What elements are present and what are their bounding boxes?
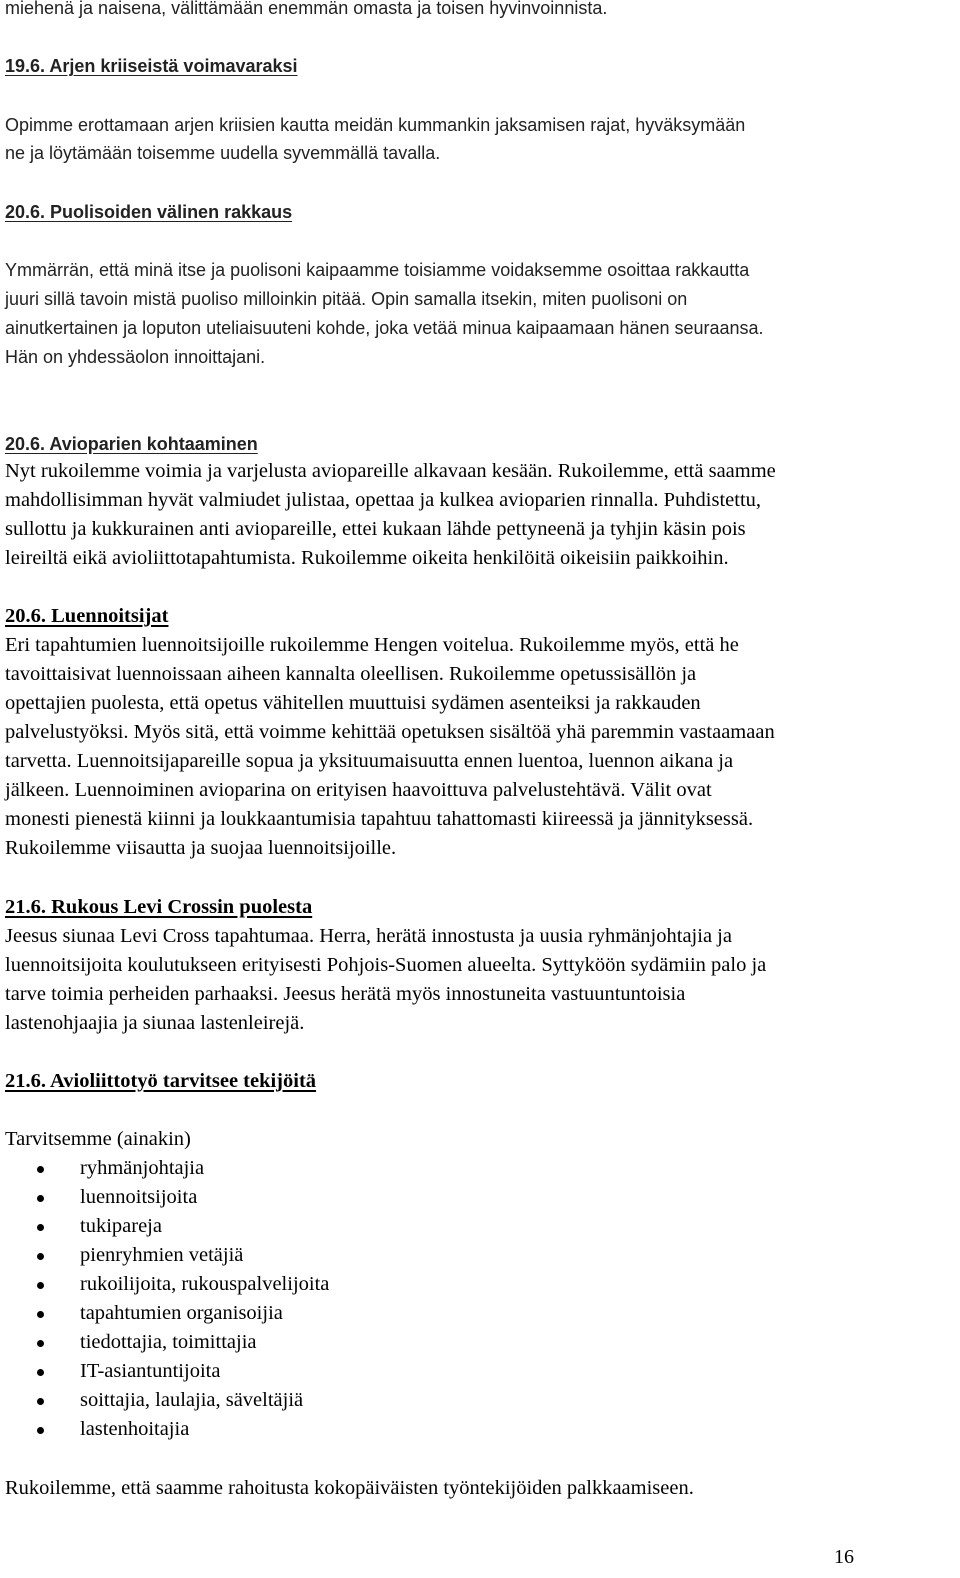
paragraph-line: palvelustyöksi. Myös sitä, että voimme kehittää opetuksen sisältöä yhä paremmin vastaamaan xyxy=(5,721,775,743)
list-item: tapahtumien organisoijia xyxy=(80,1302,283,1324)
list-item: rukoilijoita, rukouspalvelijoita xyxy=(80,1273,330,1295)
closing-paragraph: Rukoilemme, että saamme rahoitusta kokopäiväisten työntekijöiden palkkaamiseen. xyxy=(5,1477,694,1499)
bullet-icon xyxy=(35,1250,47,1262)
paragraph-line: leireiltä eikä avioliittotapahtumista. Rukoilemme oikeita henkilöitä oikeisiin paikkoihin. xyxy=(5,547,729,569)
paragraph-line: tarve toimia perheiden parhaaksi. Jeesus herätä myös innostuneita vastuuntuntoisia xyxy=(5,983,686,1005)
page-number: 16 xyxy=(834,1546,854,1568)
bullet-icon xyxy=(35,1424,47,1436)
paragraph-line: luennoitsijoita koulutukseen erityisesti Pohjois-Suomen alueelta. Syttyköön sydämiin palo ja xyxy=(5,954,767,976)
list-intro: Tarvitsemme (ainakin) xyxy=(5,1128,191,1150)
bullet-icon xyxy=(35,1221,47,1233)
section-heading-arjen-kriiseista: 19.6. Arjen kriiseistä voimavaraksi xyxy=(5,56,298,76)
paragraph-line: Ymmärrän, että minä itse ja puolisoni kaipaamme toisiamme voidaksemme osoittaa rakkautta xyxy=(5,260,750,280)
list-item: soittajia, laulajia, säveltäjiä xyxy=(80,1389,304,1411)
paragraph-line: tavoittaisivat luennoissaan aiheen kannalta oleellisen. Rukoilemme opetussisällön ja xyxy=(5,663,697,685)
paragraph-line: Eri tapahtumien luennoitsijoille rukoilemme Hengen voitelua. Rukoilemme myös, että he xyxy=(5,634,739,656)
bullet-icon xyxy=(35,1337,47,1349)
section-heading-levi-cross: 21.6. Rukous Levi Crossin puolesta xyxy=(5,896,313,918)
paragraph-line: monesti pienestä kiinni ja loukkaantumisia tapahtuu tahattomasti kiireessä ja jännityksessä. xyxy=(5,808,754,830)
paragraph-line: tarvetta. Luennoitsijapareille sopua ja yksituumaisuutta ennen luentoa, luennon aikana ja xyxy=(5,750,734,772)
paragraph-line: Opimme erottamaan arjen kriisien kautta meidän kummankin jaksamisen rajat, hyväksymään xyxy=(5,115,746,135)
paragraph-line: opettajien puolesta, että opetus vähitellen muuttuisi sydämen asenteiksi ja rakkauden xyxy=(5,692,701,714)
paragraph-line: jälkeen. Luennoiminen avioparina on erityisen haavoittuva palvelustehtävä. Välit ovat xyxy=(5,779,712,801)
bullet-icon xyxy=(35,1163,47,1175)
list-item: tukipareja xyxy=(80,1215,162,1237)
list-item: pienryhmien vetäjiä xyxy=(80,1244,244,1266)
bullet-icon xyxy=(35,1279,47,1291)
paragraph-line: ainutkertainen ja loputon uteliaisuuteni kohde, joka vetää minua kaipaamaan hänen seuraansa. xyxy=(5,318,764,338)
paragraph-line: Nyt rukoilemme voimia ja varjelusta aviopareille alkavaan kesään. Rukoilemme, että saamme xyxy=(5,460,776,482)
list-item: IT-asiantuntijoita xyxy=(80,1360,221,1382)
intro-line: miehenä ja naisena, välittämään enemmän omasta ja toisen hyvinvoinnista. xyxy=(5,0,608,18)
bullet-icon xyxy=(35,1366,47,1378)
list-item: tiedottajia, toimittajia xyxy=(80,1331,257,1353)
section-heading-puolisoiden-rakkaus: 20.6. Puolisoiden välinen rakkaus xyxy=(5,202,293,222)
bullet-icon xyxy=(35,1395,47,1407)
paragraph-line: Jeesus siunaa Levi Cross tapahtumaa. Herra, herätä innostusta ja uusia ryhmänjohtajia ja xyxy=(5,925,732,947)
paragraph-line: lastenohjaajia ja siunaa lastenleirejä. xyxy=(5,1012,305,1034)
bullet-icon xyxy=(35,1192,47,1204)
list-item: luennoitsijoita xyxy=(80,1186,198,1208)
paragraph-line: Rukoilemme viisautta ja suojaa luennoitsijoille. xyxy=(5,837,397,859)
paragraph-line: ne ja löytämään toisemme uudella syvemmällä tavalla. xyxy=(5,143,441,163)
section-heading-avioliittotyo-tekijoita: 21.6. Avioliittotyö tarvitsee tekijöitä xyxy=(5,1070,317,1092)
list-item: lastenhoitajia xyxy=(80,1418,190,1440)
section-heading-luennoitsijat: 20.6. Luennoitsijat xyxy=(5,605,169,627)
bullet-icon xyxy=(35,1308,47,1320)
paragraph-line: Hän on yhdessäolon innoittajani. xyxy=(5,347,266,367)
paragraph-line: juuri sillä tavoin mistä puoliso milloinkin pitää. Opin samalla itsekin, miten puolisoni on xyxy=(5,289,688,309)
list-item: ryhmänjohtajia xyxy=(80,1157,205,1179)
section-heading-avioparien-kohtaaminen: 20.6. Avioparien kohtaaminen xyxy=(5,434,258,454)
paragraph-line: mahdollisimman hyvät valmiudet julistaa, opettaa ja kulkea avioparien rinnalla. Puhdistettu, xyxy=(5,489,762,511)
paragraph-line: sullottu ja kukkurainen anti aviopareille, ettei kukaan lähde pettyneenä ja tyhjin käsin pois xyxy=(5,518,746,540)
